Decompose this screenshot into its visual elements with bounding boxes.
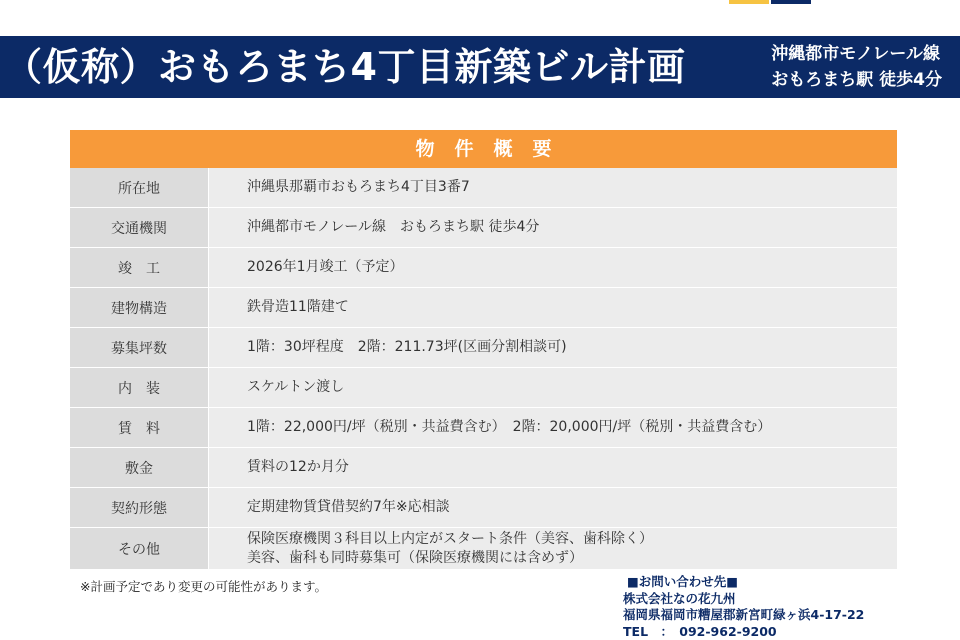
row-value-structure: 鉄骨造11階建て [208, 288, 897, 327]
logo-mark-yellow [729, 0, 769, 4]
table-row [70, 208, 897, 248]
row-label-transport: 交通機関 [70, 208, 208, 247]
contact-company: 株式会社なの花九州 [623, 590, 736, 606]
station-info [771, 41, 942, 93]
disclaimer-note: ※計画予定であり変更の可能性があります。 [80, 579, 327, 594]
row-value-completion: 2026年1月竣工（予定） [208, 248, 897, 287]
logo-mark-navy [771, 0, 811, 4]
row-value-other [208, 528, 897, 569]
table-row [70, 168, 897, 208]
table-row [70, 408, 897, 448]
row-label-structure: 建物構造 [70, 288, 208, 327]
row-label-floor-area: 募集坪数 [70, 328, 208, 367]
row-value-transport: 沖縄都市モノレール線 おもろまち駅 徒歩4分 [208, 208, 897, 247]
row-value-interior: スケルトン渡し [208, 368, 897, 407]
row-value-location: 沖縄県那覇市おもろまち4丁目3番7 [208, 168, 897, 207]
table-row [70, 368, 897, 408]
table-row [70, 248, 897, 288]
table-row [70, 488, 897, 528]
row-label-contract: 契約形態 [70, 488, 208, 527]
row-label-other: その他 [70, 528, 208, 569]
title-banner [0, 36, 960, 98]
logo-marks [729, 0, 811, 4]
row-value-deposit: 賃料の12か月分 [208, 448, 897, 487]
row-value-rent: 1階：22,000円/坪（税別・共益費含む） 2階：20,000円/坪（税別・共益費含む） [208, 408, 897, 447]
table-row [70, 528, 897, 570]
other-line-2: 美容、歯科も同時募集可（保険医療機関には含めず） [247, 549, 583, 566]
station-walk: おもろまち駅 徒歩4分 [771, 70, 942, 90]
row-value-contract: 定期建物賃貸借契約7年※応相談 [208, 488, 897, 527]
row-label-location: 所在地 [70, 168, 208, 207]
row-value-floor-area: 1階：30坪程度 2階：211.73坪(区画分割相談可) [208, 328, 897, 367]
row-label-interior: 内 装 [70, 368, 208, 407]
table-heading: 物件概要 [70, 130, 897, 168]
row-label-completion: 竣 工 [70, 248, 208, 287]
row-label-rent: 賃 料 [70, 408, 208, 447]
table-row [70, 288, 897, 328]
station-line: 沖縄都市モノレール線 [771, 44, 941, 64]
table-row [70, 328, 897, 368]
page-title: （仮称）おもろまち4丁目新築ビル計画 [4, 45, 686, 89]
other-line-1: 保険医療機関３科目以上内定がスタート条件（美容、歯科除く） [247, 530, 653, 547]
contact-address: 福岡県福岡市糟屋郡新宮町緑ヶ浜4-17-22 [623, 607, 865, 622]
table-row [70, 448, 897, 488]
contact-block [623, 574, 864, 640]
row-label-deposit: 敷金 [70, 448, 208, 487]
property-summary-table [70, 130, 897, 570]
contact-heading: ■お問い合わせ先■ [627, 574, 739, 589]
contact-tel: TEL ： 092-962-9200 [623, 623, 777, 639]
